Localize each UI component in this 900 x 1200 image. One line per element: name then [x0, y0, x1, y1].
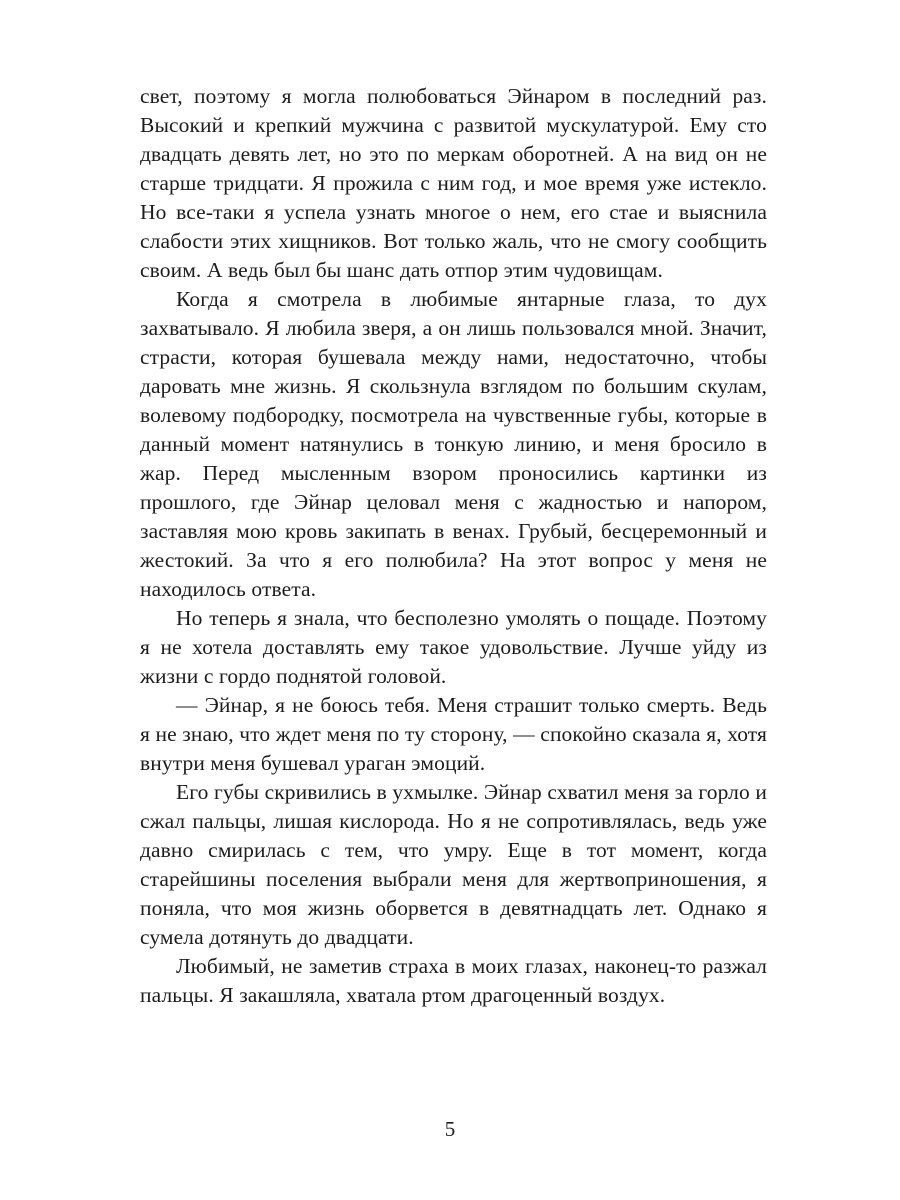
- page-number: 5: [444, 1117, 456, 1141]
- paragraph-continuation: свет, поэтому я могла полюбоваться Эйнаром в последний раз. Высокий и крепкий мужчина с развитой мускулатурой. Ему сто двадцать девять лет, но это по меркам оборотней. А на вид он не старше тридцати. Я прожила с ним год, и мое время уже истекло. Но все-таки я успела узнать многое о нем, его стае и выяснила слабости этих хищников. Вот только жаль, что не смогу сообщить своим. А ведь был бы шанс дать отпор этим чудовищам.: [140, 84, 767, 282]
- paragraph: Любимый, не заметив страха в моих глазах, наконец-то разжал пальцы. Я закашляла, хватала ртом драгоценный воздух.: [140, 954, 767, 1007]
- paragraph: Но теперь я знала, что бесполезно умолять о пощаде. Поэтому я не хотела доставлять ему такое удовольствие. Лучше уйду из жизни с гордо поднятой головой.: [140, 606, 767, 688]
- page-text: [140, 82, 767, 1010]
- paragraph: Его губы скривились в ухмылке. Эйнар схватил меня за горло и сжал пальцы, лишая кислорода. Но я не сопротивлялась, ведь уже давно смирилась с тем, что умру. Еще в тот момент, когда старейшины поселения выбрали меня для жертвоприношения, я поняла, что моя жизнь оборвется в девятнадцать лет. Однако я сумела дотянуть до двадцати.: [140, 780, 767, 949]
- paragraph: Когда я смотрела в любимые янтарные глаза, то дух захватывало. Я любила зверя, а он лишь пользовался мной. Значит, страсти, которая бушевала между нами, недостаточно, чтобы даровать мне жизнь. Я скользнула взглядом по большим скулам, волевому подбородку, посмотрела на чувственные губы, которые в данный момент натянулись в тонкую линию, и меня бросило в жар. Перед мысленным взором проносились картинки из прошлого, где Эйнар целовал меня с жадностью и напором, заставляя мою кровь закипать в венах. Грубый, бесцеремонный и жестокий. За что я его полюбила? На этот вопрос у меня не находилось ответа.: [140, 287, 767, 601]
- paragraph-dialogue: — Эйнар, я не боюсь тебя. Меня страшит только смерть. Ведь я не знаю, что ждет меня по ту сторону, — спокойно сказала я, хотя внутри меня бушевал ураган эмоций.: [140, 693, 767, 775]
